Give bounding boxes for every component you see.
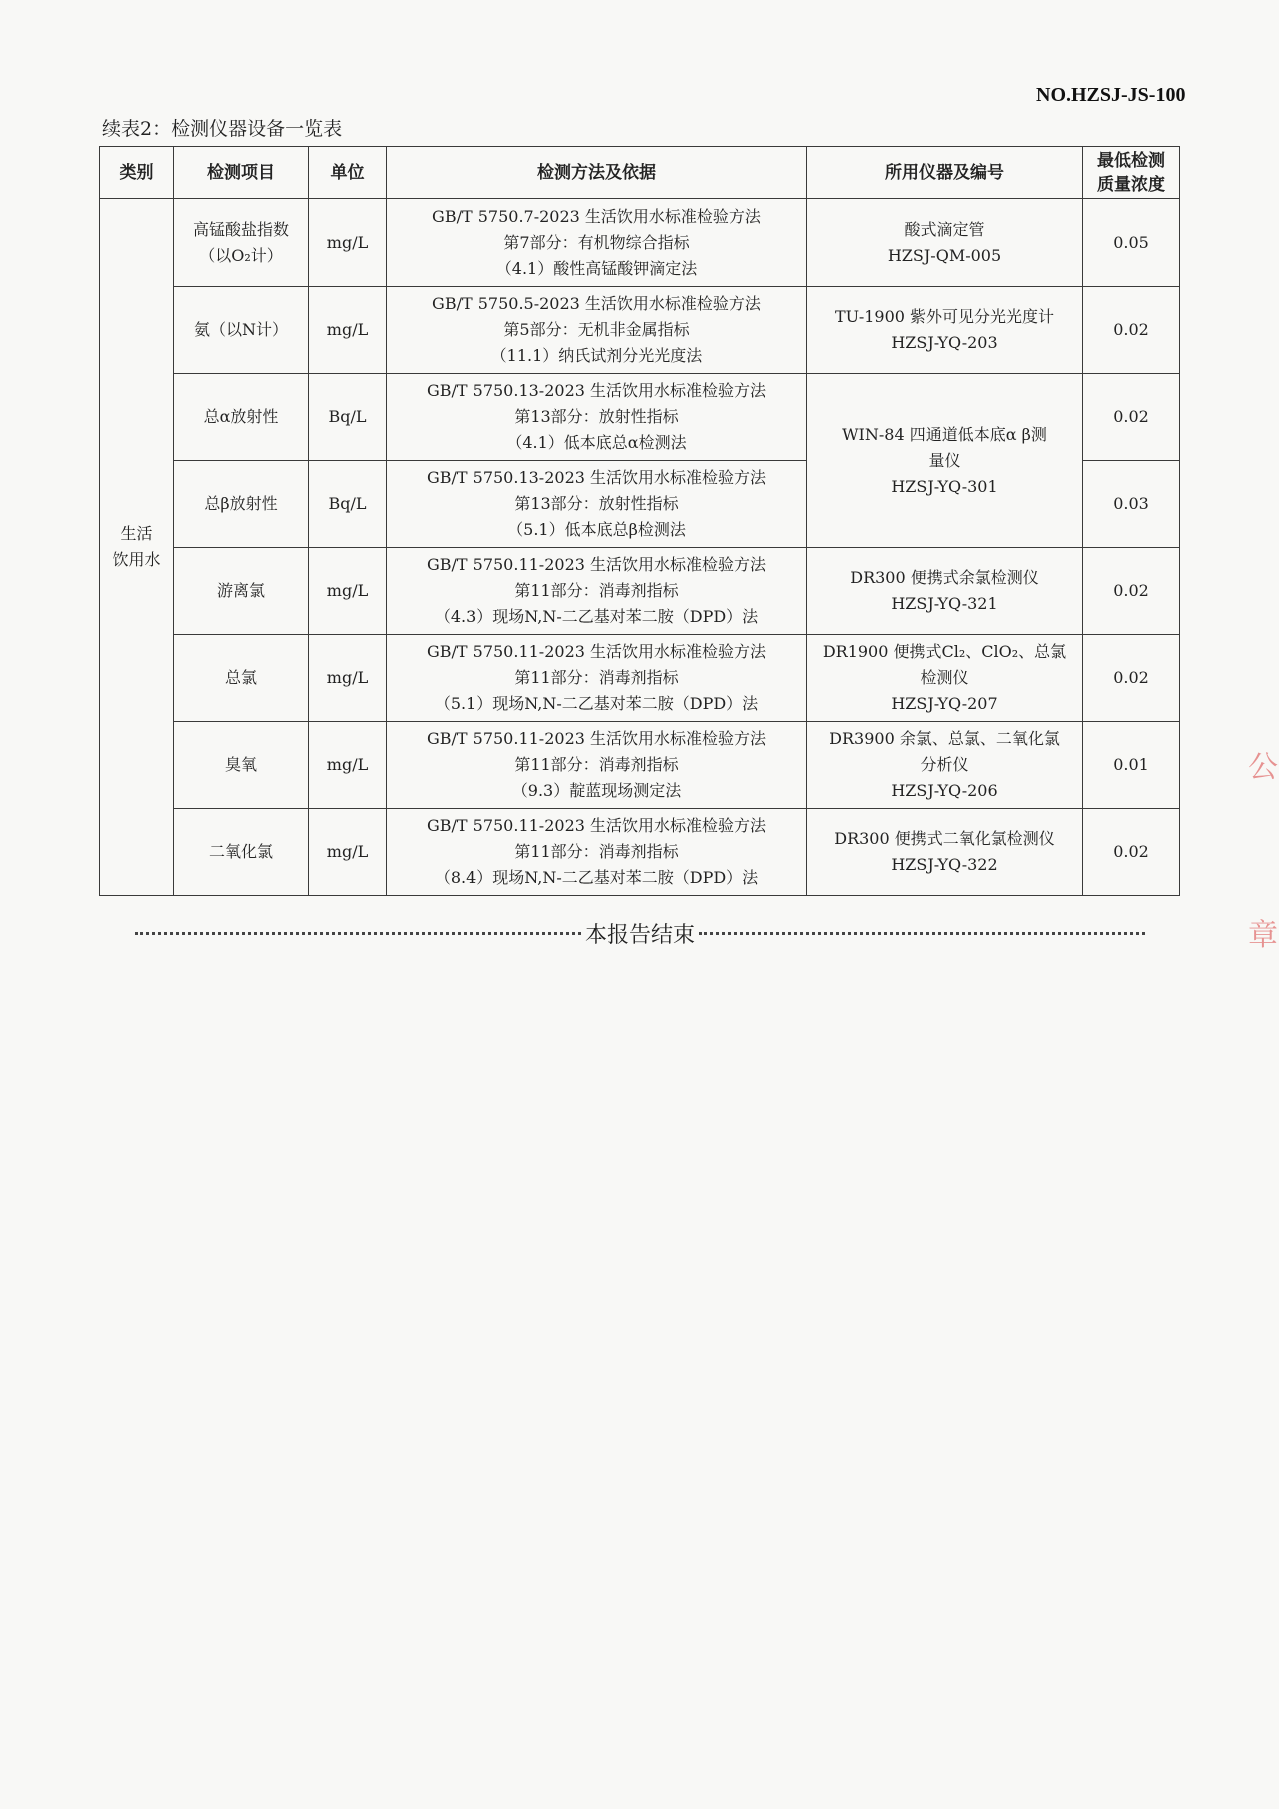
item-cell: 总氯 — [174, 635, 309, 722]
method-line: （9.3）靛蓝现场测定法 — [511, 781, 682, 800]
instrument-cell — [807, 199, 1083, 287]
table-row — [100, 287, 1180, 374]
method-line: GB/T 5750.13-2023 生活饮用水标准检验方法 — [426, 381, 767, 400]
instrument-cell — [807, 809, 1083, 896]
instrument-cell — [807, 287, 1083, 374]
end-dots-left — [135, 932, 581, 935]
instrument-line: DR300 便携式二氧化氯检测仪 — [834, 829, 1055, 848]
unit-cell: mg/L — [309, 635, 387, 722]
method-line: GB/T 5750.13-2023 生活饮用水标准检验方法 — [426, 468, 767, 487]
method-line: （8.4）现场N,N-二乙基对苯二胺（DPD）法 — [434, 868, 759, 887]
method-line: 第5部分：无机非金属指标 — [503, 320, 690, 339]
header-row — [100, 147, 1180, 199]
instrument-line: HZSJ-YQ-322 — [891, 855, 998, 874]
report-end-marker — [135, 918, 1145, 949]
header-instrument: 所用仪器及编号 — [807, 147, 1083, 199]
unit-cell: mg/L — [309, 548, 387, 635]
header-limit-line: 最低检测 — [1097, 150, 1165, 171]
method-line: 第11部分：消毒剂指标 — [514, 755, 679, 774]
unit-cell: mg/L — [309, 809, 387, 896]
header-method: 检测方法及依据 — [387, 147, 807, 199]
end-text: 本报告结束 — [585, 923, 696, 948]
method-line: （4.1）酸性高锰酸钾滴定法 — [495, 258, 698, 278]
instrument-line: WIN-84 四通道低本底α β测 — [842, 424, 1047, 444]
method-line: 第13部分：放射性指标 — [514, 494, 679, 513]
limit-cell: 0.02 — [1083, 548, 1180, 635]
category-cell — [100, 199, 174, 896]
stamp-fragment: 公 — [1248, 750, 1278, 785]
method-line: GB/T 5750.5-2023 生活饮用水标准检验方法 — [432, 294, 761, 313]
method-line: GB/T 5750.11-2023 生活饮用水标准检验方法 — [426, 816, 767, 835]
report-number: NO.HZSJ-JS-100 — [1036, 84, 1186, 106]
method-line: 第7部分：有机物综合指标 — [503, 232, 690, 252]
instrument-line: 量仪 — [928, 450, 961, 470]
item-cell: 总β放射性 — [174, 461, 309, 548]
limit-cell: 0.03 — [1083, 461, 1180, 548]
unit-cell: mg/L — [309, 722, 387, 809]
method-line: GB/T 5750.7-2023 生活饮用水标准检验方法 — [432, 206, 761, 226]
table-row — [100, 722, 1180, 809]
instrument-line: DR300 便携式余氯检测仪 — [850, 568, 1039, 587]
instrument-line: HZSJ-YQ-301 — [891, 476, 998, 496]
method-line: （4.3）现场N,N-二乙基对苯二胺（DPD）法 — [434, 607, 759, 626]
method-line: （11.1）纳氏试剂分光光度法 — [490, 346, 703, 365]
limit-cell: 0.05 — [1083, 199, 1180, 287]
category-line: 生活 — [120, 524, 153, 543]
instrument-line: HZSJ-YQ-206 — [891, 781, 998, 800]
instrument-line: HZSJ-YQ-207 — [891, 694, 998, 713]
method-cell — [387, 809, 807, 896]
method-line: 第13部分：放射性指标 — [514, 407, 679, 426]
instrument-line: HZSJ-YQ-203 — [891, 333, 998, 352]
method-line: 第11部分：消毒剂指标 — [514, 842, 679, 861]
instrument-line: DR3900 余氯、总氯、二氧化氯 — [829, 729, 1060, 748]
method-line: （4.1）低本底总α检测法 — [506, 433, 687, 452]
method-cell — [387, 548, 807, 635]
header-item: 检测项目 — [174, 147, 309, 199]
table-row — [100, 548, 1180, 635]
item-cell: 臭氧 — [174, 722, 309, 809]
table-title: 续表2：检测仪器设备一览表 — [102, 118, 343, 140]
table-row — [100, 374, 1180, 461]
table-row — [100, 199, 1180, 287]
unit-cell: Bq/L — [309, 461, 387, 548]
method-cell — [387, 287, 807, 374]
instrument-cell — [807, 635, 1083, 722]
instrument-line: HZSJ-QM-005 — [887, 245, 1002, 265]
item-cell: 游离氯 — [174, 548, 309, 635]
item-line: （以O₂计） — [199, 245, 283, 265]
header-unit: 单位 — [309, 147, 387, 199]
method-line: GB/T 5750.11-2023 生活饮用水标准检验方法 — [426, 555, 767, 574]
item-cell — [174, 199, 309, 287]
header-limit-line: 质量浓度 — [1097, 174, 1165, 195]
instrument-line: HZSJ-YQ-321 — [891, 594, 998, 613]
method-line: （5.1）现场N,N-二乙基对苯二胺（DPD）法 — [434, 694, 759, 713]
method-line: 第11部分：消毒剂指标 — [514, 668, 679, 687]
method-line: GB/T 5750.11-2023 生活饮用水标准检验方法 — [426, 642, 767, 661]
stamp-fragment: 章 — [1248, 918, 1278, 953]
instrument-line: 分析仪 — [920, 755, 969, 774]
table-row — [100, 635, 1180, 722]
unit-cell: mg/L — [309, 287, 387, 374]
limit-cell: 0.01 — [1083, 722, 1180, 809]
category-line: 饮用水 — [112, 550, 161, 569]
method-line: GB/T 5750.11-2023 生活饮用水标准检验方法 — [426, 729, 767, 748]
header-category: 类别 — [100, 147, 174, 199]
method-line: （5.1）低本底总β检测法 — [507, 520, 686, 539]
instrument-line: 酸式滴定管 — [904, 219, 985, 239]
instrument-line: 检测仪 — [920, 668, 969, 687]
end-dots-right — [699, 932, 1145, 935]
item-cell: 总α放射性 — [174, 374, 309, 461]
unit-cell: Bq/L — [309, 374, 387, 461]
limit-cell: 0.02 — [1083, 287, 1180, 374]
instrument-line: TU-1900 紫外可见分光光度计 — [834, 307, 1055, 326]
table-row — [100, 809, 1180, 896]
instrument-cell — [807, 548, 1083, 635]
method-cell — [387, 722, 807, 809]
method-cell — [387, 199, 807, 287]
item-cell: 氨（以N计） — [174, 287, 309, 374]
limit-cell: 0.02 — [1083, 635, 1180, 722]
instrument-table — [99, 146, 1180, 896]
method-line: 第11部分：消毒剂指标 — [514, 581, 679, 600]
header-limit — [1083, 147, 1180, 199]
instrument-cell — [807, 722, 1083, 809]
limit-cell: 0.02 — [1083, 374, 1180, 461]
limit-cell: 0.02 — [1083, 809, 1180, 896]
method-cell — [387, 461, 807, 548]
method-cell — [387, 635, 807, 722]
item-cell: 二氧化氯 — [174, 809, 309, 896]
method-cell — [387, 374, 807, 461]
instrument-line: DR1900 便携式Cl₂、ClO₂、总氯 — [822, 642, 1067, 661]
item-line: 高锰酸盐指数 — [192, 219, 289, 239]
instrument-cell — [807, 374, 1083, 548]
unit-cell: mg/L — [309, 199, 387, 287]
